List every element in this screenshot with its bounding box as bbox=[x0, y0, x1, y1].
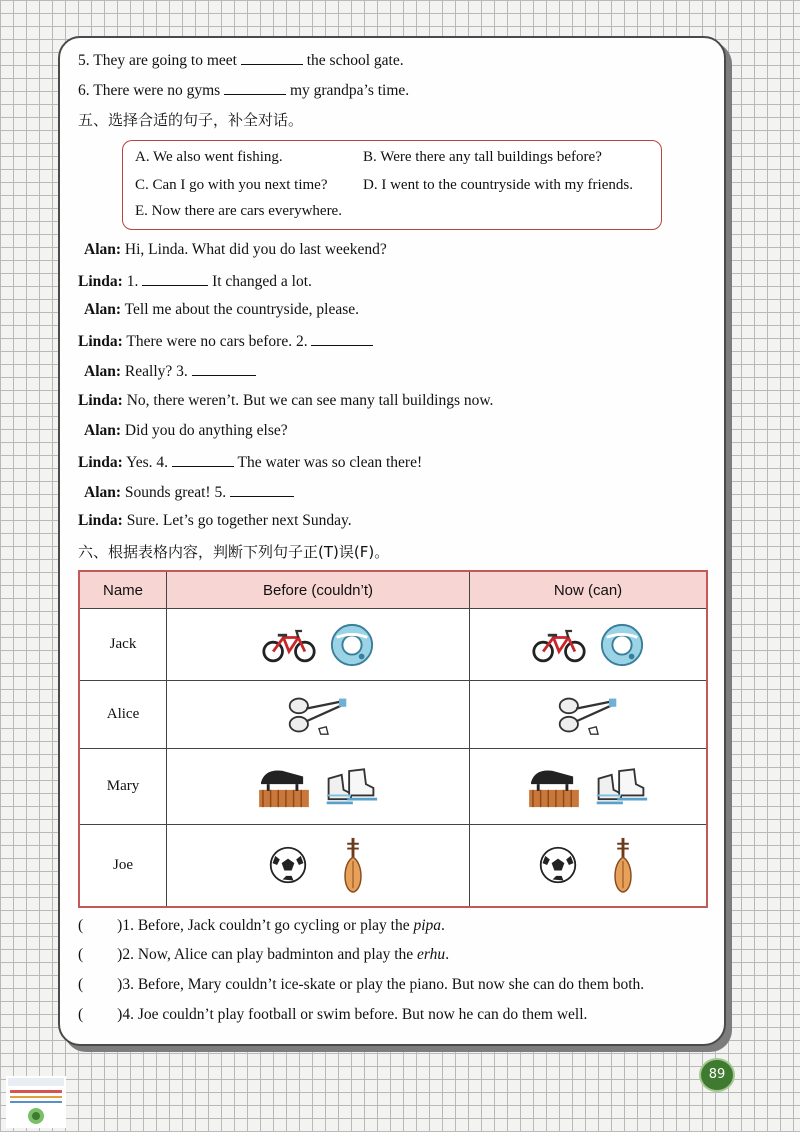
mary-before bbox=[167, 749, 470, 825]
alice-before bbox=[167, 681, 470, 749]
fill-in-6: 6. There were no gyms my grandpa’s time. bbox=[78, 82, 410, 99]
dialogue-line: Alan: Did you do anything else? bbox=[84, 422, 288, 439]
swim-ring-icon bbox=[329, 622, 375, 668]
dialogue-line: Alan: Sounds great! 5. bbox=[84, 482, 294, 502]
row-name-jack: Jack bbox=[79, 609, 167, 681]
options-box bbox=[122, 140, 662, 230]
row-name-alice: Alice bbox=[79, 681, 167, 749]
option-b: B. Were there any tall buildings before? bbox=[363, 149, 602, 165]
piano-icon bbox=[527, 765, 581, 809]
statement-1: ( )1. Before, Jack couldn’t go cycling or play the pipa. bbox=[78, 917, 445, 934]
mary-now bbox=[470, 749, 708, 825]
joe-before bbox=[167, 825, 470, 907]
joe-now bbox=[470, 825, 708, 907]
option-d: D. I went to the countryside with my friends. bbox=[363, 177, 633, 193]
answer-blank[interactable] bbox=[192, 361, 256, 376]
option-c: C. Can I go with you next time? bbox=[135, 177, 328, 193]
bicycle-icon bbox=[261, 626, 317, 664]
page-number: 89 bbox=[699, 1058, 735, 1092]
option-e: E. Now there are cars everywhere. bbox=[135, 203, 342, 219]
answer-blank[interactable] bbox=[311, 331, 373, 346]
answer-blank[interactable] bbox=[142, 271, 208, 286]
ice-skates-icon bbox=[323, 765, 379, 809]
jack-now bbox=[470, 609, 708, 681]
section-5-title: 五、选择合适的句子，补全对话。 bbox=[78, 111, 304, 129]
statement-4: ( )4. Joe couldn’t play football or swim before. But now he can do them well. bbox=[78, 1006, 588, 1023]
dialogue-line: Alan: Really? 3. bbox=[84, 361, 256, 381]
bicycle-icon bbox=[531, 626, 587, 664]
dialogue-line: Linda: Yes. 4. The water was so clean there! bbox=[78, 454, 423, 471]
publisher-logo bbox=[6, 1076, 66, 1128]
jack-before bbox=[167, 609, 470, 681]
dialogue-line: Linda: Sure. Let’s go together next Sunday. bbox=[78, 512, 352, 529]
row-name-joe: Joe bbox=[79, 825, 167, 907]
badminton-icon bbox=[556, 694, 620, 736]
pipa-icon bbox=[338, 836, 368, 894]
statement-3: ( )3. Before, Mary couldn’t ice-skate or play the piano. But now she can do them both. bbox=[78, 976, 645, 993]
answer-blank[interactable] bbox=[230, 482, 294, 497]
dialogue-line: Linda: No, there weren’t. But we can see many tall buildings now. bbox=[78, 392, 494, 409]
dialogue-line: Alan: Tell me about the countryside, please. bbox=[84, 301, 359, 318]
football-icon bbox=[268, 845, 308, 885]
answer-blank[interactable] bbox=[224, 80, 286, 95]
section-6-title: 六、根据表格内容，判断下列句子正(T)误(F)。 bbox=[78, 543, 390, 561]
option-a: A. We also went fishing. bbox=[135, 149, 283, 165]
football-icon bbox=[538, 845, 578, 885]
dialogue-line: Linda: There were no cars before. 2. bbox=[78, 331, 373, 351]
badminton-icon bbox=[286, 694, 350, 736]
header-now: Now (can) bbox=[470, 571, 708, 609]
statement-2: ( )2. Now, Alice can play badminton and play the erhu. bbox=[78, 946, 450, 963]
alice-now bbox=[470, 681, 708, 749]
piano-icon bbox=[257, 765, 311, 809]
header-name: Name bbox=[79, 571, 167, 609]
dialogue-line: Linda: 1. It changed a lot. bbox=[78, 273, 312, 290]
row-name-mary: Mary bbox=[79, 749, 167, 825]
answer-blank[interactable] bbox=[172, 452, 234, 467]
answer-blank[interactable] bbox=[241, 50, 303, 65]
header-before: Before (couldn’t) bbox=[167, 571, 470, 609]
swim-ring-icon bbox=[599, 622, 645, 668]
pipa-icon bbox=[608, 836, 638, 894]
ability-table bbox=[78, 570, 708, 908]
ice-skates-icon bbox=[593, 765, 649, 809]
dialogue-line: Alan: Hi, Linda. What did you do last weekend? bbox=[84, 241, 387, 258]
fill-in-5: 5. They are going to meet the school gate. bbox=[78, 52, 404, 69]
